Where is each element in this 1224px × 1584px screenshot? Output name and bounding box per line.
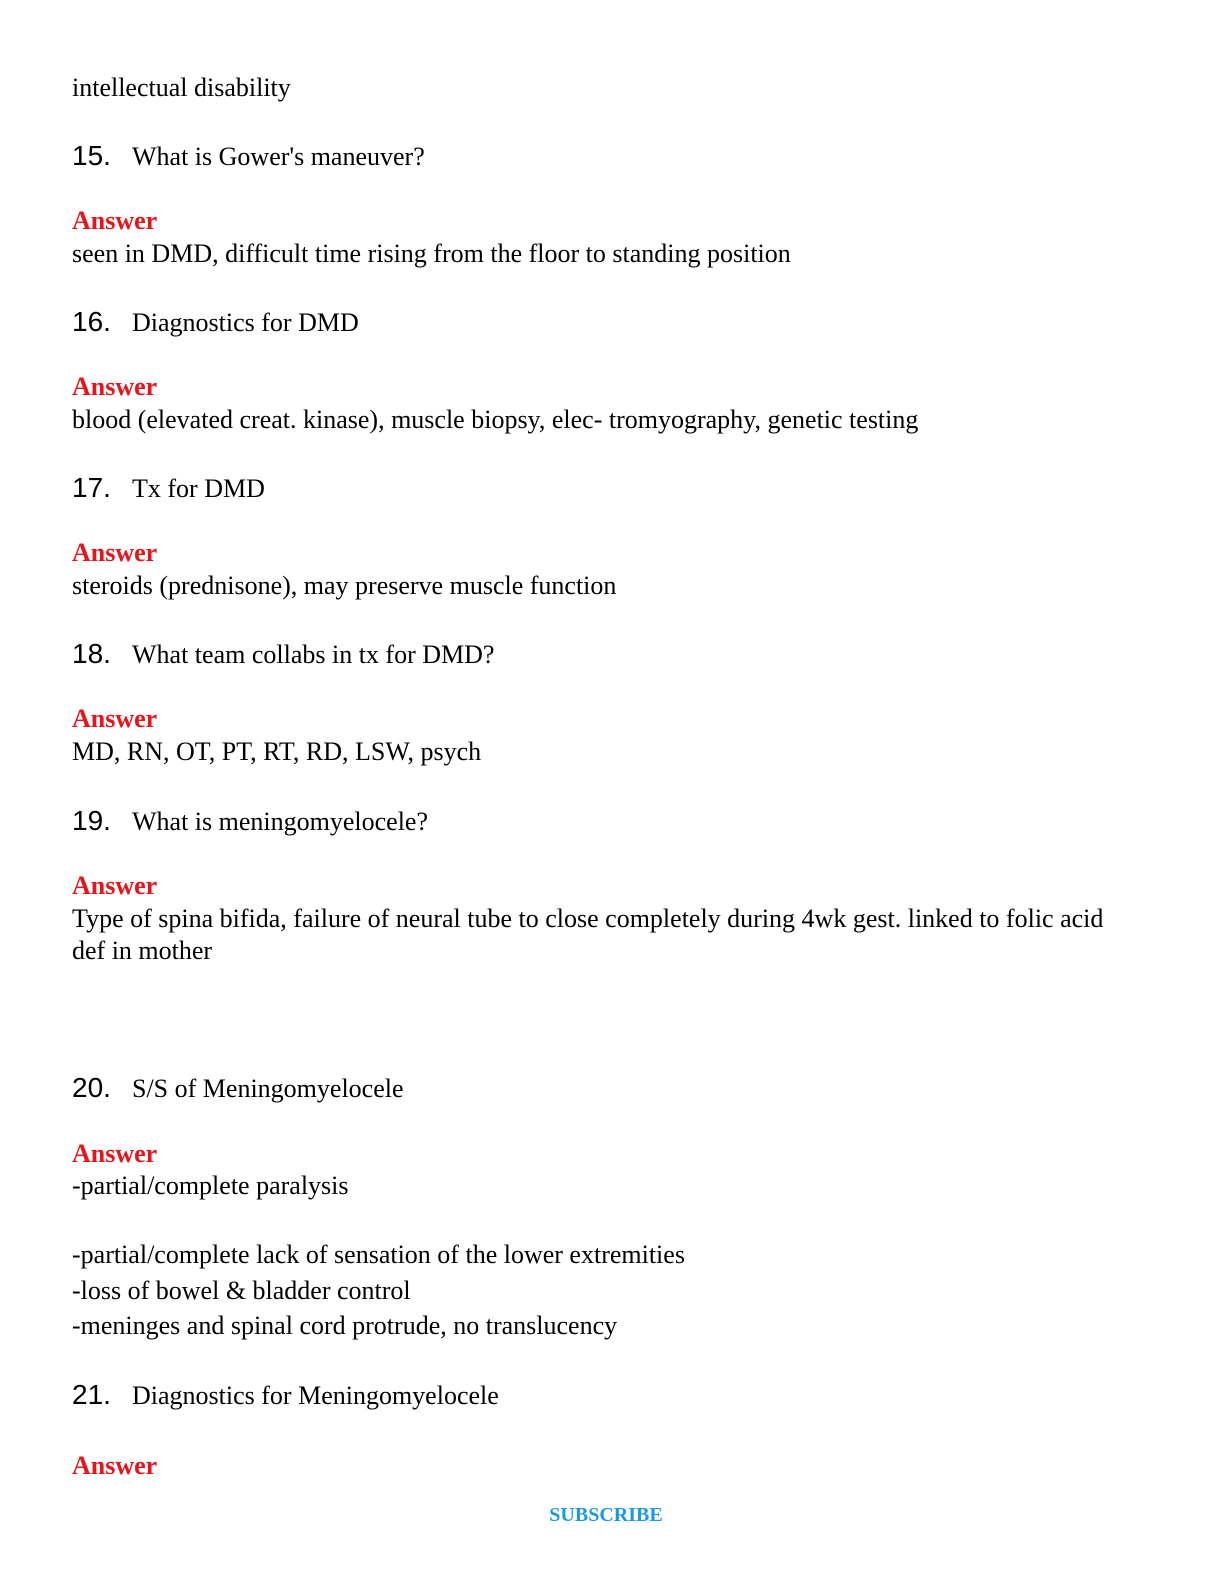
- question-text: What is Gower's maneuver?: [132, 142, 425, 171]
- answer-text-line: -partial/complete lack of sensation of the lower extremities: [72, 1240, 685, 1269]
- question-number: 20.: [72, 1072, 111, 1103]
- answer-label: Answer: [72, 372, 158, 401]
- answer-text: seen in DMD, difficult time rising from the floor to standing position: [72, 239, 791, 268]
- question-17: [72, 472, 265, 504]
- answer-label: Answer: [72, 871, 158, 900]
- answer-text: -partial/complete paralysis: [72, 1171, 349, 1200]
- question-21: [72, 1379, 499, 1411]
- question-number: 21.: [72, 1379, 111, 1410]
- question-text: Diagnostics for Meningomyelocele: [132, 1381, 499, 1410]
- question-number: 16.: [72, 306, 111, 337]
- question-19: [72, 805, 428, 837]
- answer-label: Answer: [72, 206, 158, 235]
- question-20: [72, 1072, 404, 1104]
- answer-label: Answer: [72, 704, 158, 733]
- question-16: [72, 306, 359, 338]
- question-number: 17.: [72, 472, 111, 503]
- answer-label: Answer: [72, 538, 158, 567]
- answer-label: Answer: [72, 1451, 158, 1480]
- answer-text: steroids (prednisone), may preserve muscle function: [72, 571, 617, 600]
- intro-line: intellectual disability: [72, 73, 291, 102]
- question-15: [72, 140, 425, 172]
- answer-text: blood (elevated creat. kinase), muscle biopsy, elec- tromyography, genetic testing: [72, 405, 919, 434]
- answer-text-line: -meninges and spinal cord protrude, no translucency: [72, 1311, 618, 1340]
- answer-text-line: -loss of bowel & bladder control: [72, 1276, 411, 1305]
- question-text: Tx for DMD: [132, 474, 265, 503]
- answer-text: MD, RN, OT, PT, RT, RD, LSW, psych: [72, 737, 482, 766]
- answer-label: Answer: [72, 1139, 158, 1168]
- question-number: 15.: [72, 140, 111, 171]
- question-text: What is meningomyelocele?: [132, 807, 429, 836]
- question-text: S/S of Meningomyelocele: [132, 1074, 404, 1103]
- question-18: [72, 638, 494, 670]
- question-text: What team collabs in tx for DMD?: [132, 640, 495, 669]
- question-number: 19.: [72, 805, 111, 836]
- subscribe-link[interactable]: SUBSCRIBE: [549, 1504, 663, 1526]
- question-text: Diagnostics for DMD: [132, 308, 359, 337]
- answer-text: Type of spina bifida, failure of neural tube to close completely during 4wk gest. linked to folic acid def in mother: [72, 904, 1104, 965]
- question-number: 18.: [72, 638, 111, 669]
